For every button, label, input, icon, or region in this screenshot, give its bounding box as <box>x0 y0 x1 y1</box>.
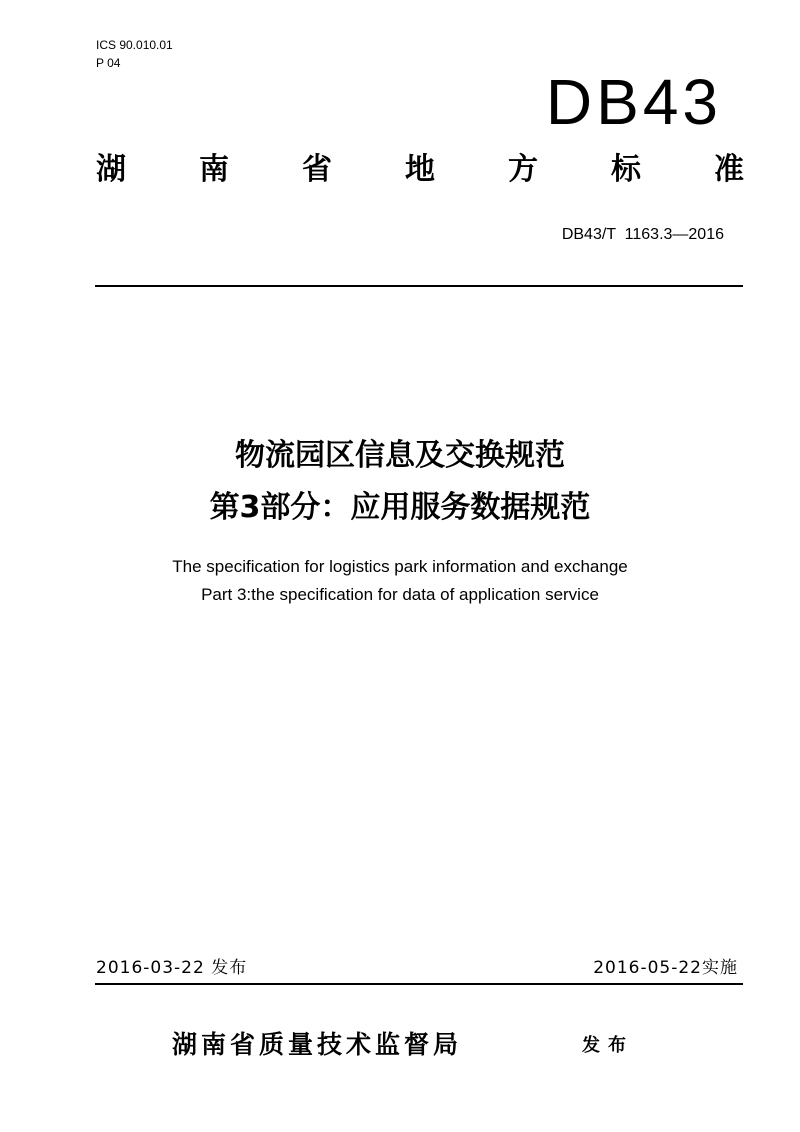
ccs-code: P 04 <box>96 56 121 70</box>
publisher: 湖南省质量技术监督局 <box>172 1030 463 1059</box>
standard-title-char: 湖 <box>96 152 126 187</box>
standard-number: DB43/T 1163.3—2016 <box>561 226 724 243</box>
standard-title-char: 地 <box>405 152 435 187</box>
bottom-divider <box>95 983 743 985</box>
document-subtitle-cn: 第3部分：应用服务数据规范 <box>209 490 591 525</box>
publish-label: 发布 <box>582 1035 634 1056</box>
issue-date: 2016-03-22 发布 <box>96 958 248 978</box>
document-title-cn: 物流园区信息及交换规范 <box>235 438 565 473</box>
db-code: DB43 <box>545 66 722 138</box>
standard-title-char: 标 <box>611 152 641 187</box>
ics-code: ICS 90.010.01 <box>96 38 173 52</box>
document-title-en: The specification for logistics park information and exchange <box>172 557 628 576</box>
standard-title-char: 省 <box>302 152 332 187</box>
top-divider <box>95 285 743 287</box>
standard-title-char: 南 <box>199 152 229 187</box>
standard-title-char: 准 <box>714 152 744 187</box>
document-subtitle-en: Part 3:the specification for data of application service <box>201 585 599 604</box>
standard-title-char: 方 <box>508 152 538 187</box>
standard-type-title <box>96 150 744 190</box>
implementation-date: 2016-05-22实施 <box>593 958 738 978</box>
